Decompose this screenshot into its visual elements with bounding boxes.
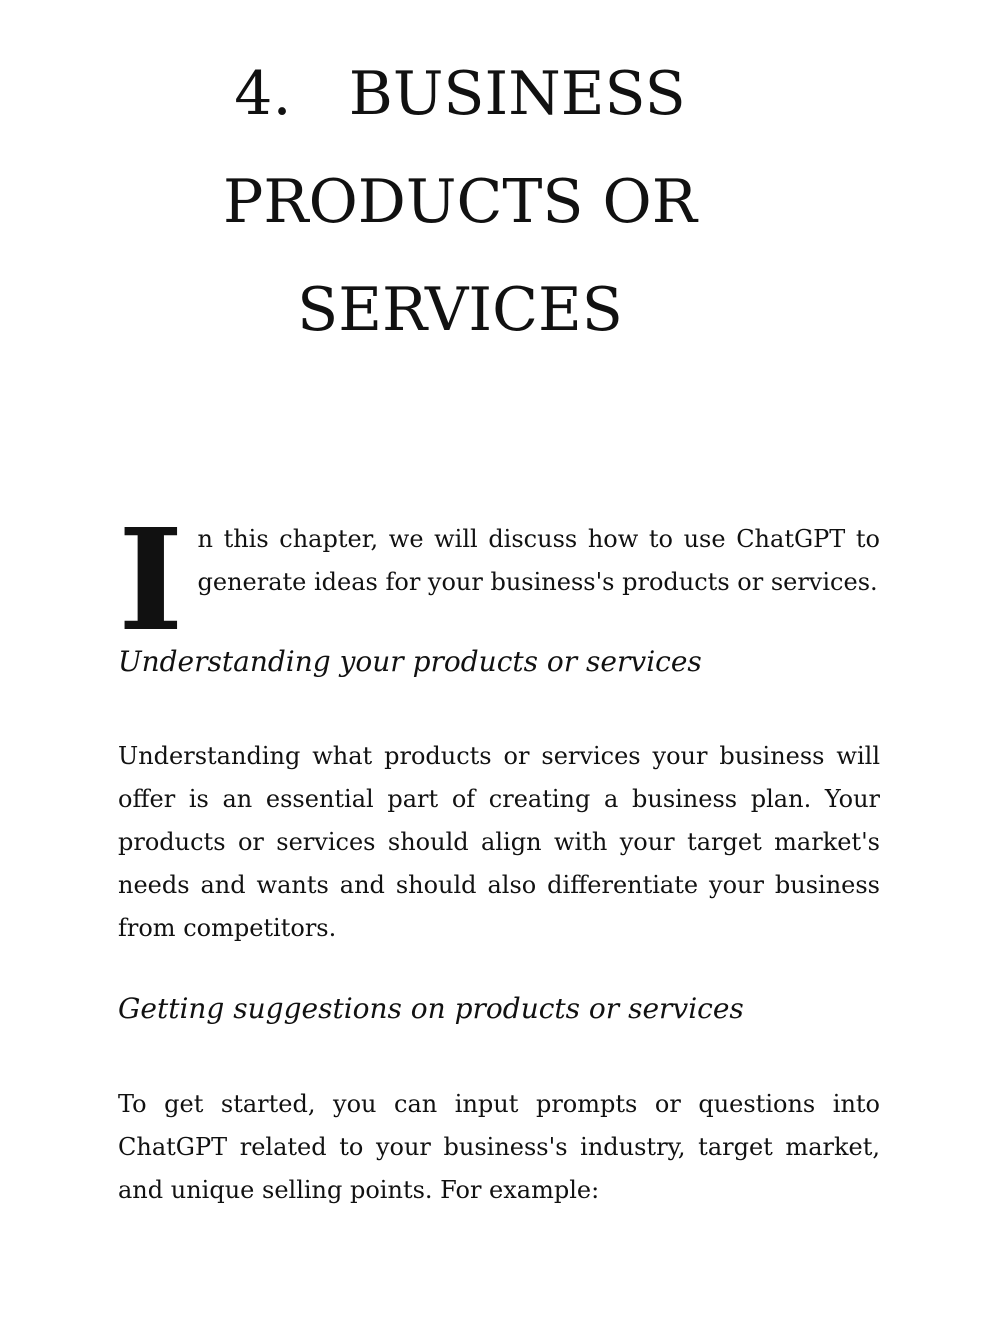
section-body: Understanding what products or services your business will offer is an essential part of creating a business plan. Your products or services should align with your target market's needs and wants and should also differentiate your business from competitors. [118, 742, 880, 942]
title-line: 4. BUSINESS [234, 59, 686, 129]
chapter-title [150, 40, 770, 364]
drop-cap: I [118, 499, 184, 663]
title-line: PRODUCTS OR [223, 167, 697, 237]
section-body: To get started, you can input prompts or questions into ChatGPT related to your business's industry, target market, and unique selling points. For example: [118, 1090, 880, 1204]
intro-text: n this chapter, we will discuss how to use ChatGPT to generate ideas for your business's products or services. [197, 525, 880, 596]
section-heading: Getting suggestions on products or services [118, 992, 744, 1025]
section-heading: Understanding your products or services [118, 645, 702, 678]
title-line: SERVICES [297, 275, 623, 345]
